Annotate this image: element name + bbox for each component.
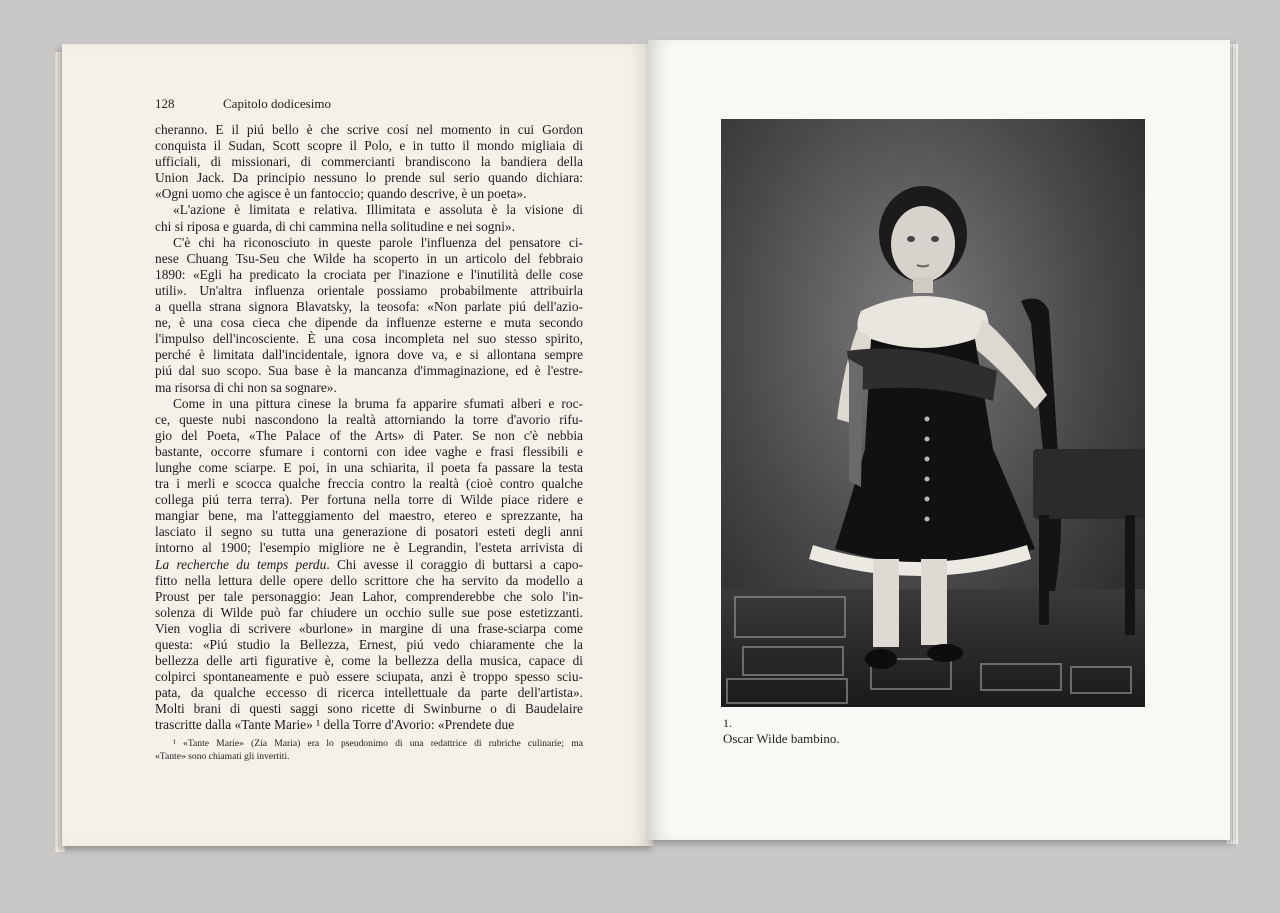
text-line: chi si riposa e guarda, di chi cammina nella solitudine e nei sogni». bbox=[155, 218, 515, 234]
text-line: ce, queste nubi nascondono la realtà attorniando la torre d'avorio rifu- bbox=[155, 411, 583, 427]
running-head bbox=[155, 96, 331, 112]
text-line: gio del Poeta, «The Palace of the Arts» di Pater. Se non c'è nebbia bbox=[155, 427, 583, 443]
text-line: Proust per tale personaggio: Jean Lahor, comprenderebbe che solo l'in- bbox=[155, 588, 583, 604]
text-line: colpirci spontaneamente e può essere sciupata, anzi è troppo spesso sciu- bbox=[155, 669, 583, 685]
text-line: lunghe come sciarpe. E poi, in una schiarita, il poeta fa passare la testa bbox=[155, 459, 583, 475]
text-line: fitto nella lettura delle opere dello scrittore che ha servito da modello a bbox=[155, 572, 583, 588]
text-line: mangiar bene, ma l'atteggiamento del maestro, etereo e sprezzante, ha bbox=[155, 508, 583, 524]
text-line: bastante, occorre sfumare i contorni con idee vaghe e frasi flessibili e bbox=[155, 443, 583, 459]
page-number: 128 bbox=[155, 96, 175, 111]
text-line: C'è chi ha riconosciuto in queste parole l'influenza del pensatore ci- bbox=[173, 234, 583, 250]
text-line: Come in una pittura cinese la bruma fa apparire sfumati alberi e roc- bbox=[173, 395, 583, 411]
photograph-child-portrait bbox=[721, 119, 1145, 707]
text-line: a quella strana signora Blavatsky, la teosofa: «Non parlate piú dell'azio- bbox=[155, 299, 583, 315]
text-line: pata, da qualche eccesso di ricerca intellettuale da parte dell'artista». bbox=[155, 685, 583, 701]
text-line: nese Chuang Tsu-Seu che Wilde ha scoperto in un articolo del febbraio bbox=[155, 250, 583, 266]
text-line: trascritte dalla «Tante Marie» ¹ della Torre d'Avorio: «Prendete due bbox=[155, 717, 515, 733]
text-line: lasciato il segno su tutta una generazione di posatori esteti degli anni bbox=[155, 524, 583, 540]
text-line: cheranno. E il piú bello è che scrive cosí nel momento in cui Gordon bbox=[155, 122, 583, 137]
text-line: ne, è una cosa cieca che dipende da influenze esterne e muta secondo bbox=[155, 315, 583, 331]
footnote bbox=[155, 737, 583, 763]
footnote-line: ¹ «Tante Marie» (Zia Maria) era lo pseudonimo di una redattrice di rubriche culinarie; ma bbox=[173, 738, 583, 749]
portrait-illustration bbox=[721, 119, 1145, 707]
text-line: solenza di Wilde può far chiudere un occhio sulle sue pose estetizzanti. bbox=[155, 604, 583, 620]
running-title: Capitolo dodicesimo bbox=[223, 96, 331, 111]
text-line: «L'azione è limitata e relativa. Illimitata e assoluta è la visione di bbox=[173, 202, 583, 218]
text-line: intorno al 1900; l'esempio migliore ne è Legrandin, l'esteta arrivista di bbox=[155, 540, 583, 556]
photo-caption: Oscar Wilde bambino. bbox=[723, 731, 840, 746]
text-line: piú dal suo scopo. Sua base è la mancanza d'immaginazione, ed è l'estre- bbox=[155, 363, 583, 379]
text-line: La recherche du temps perdu. Chi avesse il coraggio di buttarsi a capo- bbox=[155, 556, 583, 572]
text-line: 1890: «Egli ha predicato la crociata per l'inazione e l'inutilità delle cose bbox=[155, 266, 583, 282]
text-line: questa: «Piú studio la Bellezza, Ernest, piú vedo chiaramente che la bbox=[155, 637, 583, 652]
text-line: «Ogni uomo che agisce è un fantoccio; quando descrive, è un poeta». bbox=[155, 186, 527, 202]
footnote-line: «Tante» sono chiamati gli invertiti. bbox=[155, 751, 290, 762]
text-line: ufficiali, di missionari, di commercianti brandiscono la bandiera della bbox=[155, 154, 583, 170]
plate-number: 1. bbox=[723, 716, 732, 730]
body-text bbox=[155, 122, 583, 734]
text-line: Vien voglia di scrivere «burlone» in margine di una frase-sciarpa come bbox=[155, 620, 583, 636]
text-line: perché è limitata dall'incidentale, ignora dove va, e si allontana sempre bbox=[155, 347, 583, 363]
text-line: Molti brani di questi saggi sono ricette di Swinburne o di Baudelaire bbox=[155, 701, 583, 717]
text-line: utili». Un'altra influenza orientale possiamo probabilmente attribuirla bbox=[155, 282, 583, 298]
text-line: collega piú terra terra). Per fortuna nella torre di Wilde piace ridere e bbox=[155, 492, 583, 508]
text-line: l'impulso dell'incosciente. È una cosa incompleta nel suo stesso spirito, bbox=[155, 331, 583, 347]
text-line: Union Jack. Da principio nessuno lo prende sul serio quando dichiara: bbox=[155, 170, 583, 186]
text-line: tra i merli e scocca qualche freccia contro la realtà (cioè contro qualche bbox=[155, 476, 583, 492]
text-line: ma risorsa di chi non sa sognare». bbox=[155, 379, 337, 395]
text-line: bellezza delle arti figurative è, come la bellezza della musica, capace di bbox=[155, 653, 583, 669]
text-line: conquista il Sudan, Scott scopre il Polo, e in tutto il mondo migliaia di bbox=[155, 138, 583, 154]
